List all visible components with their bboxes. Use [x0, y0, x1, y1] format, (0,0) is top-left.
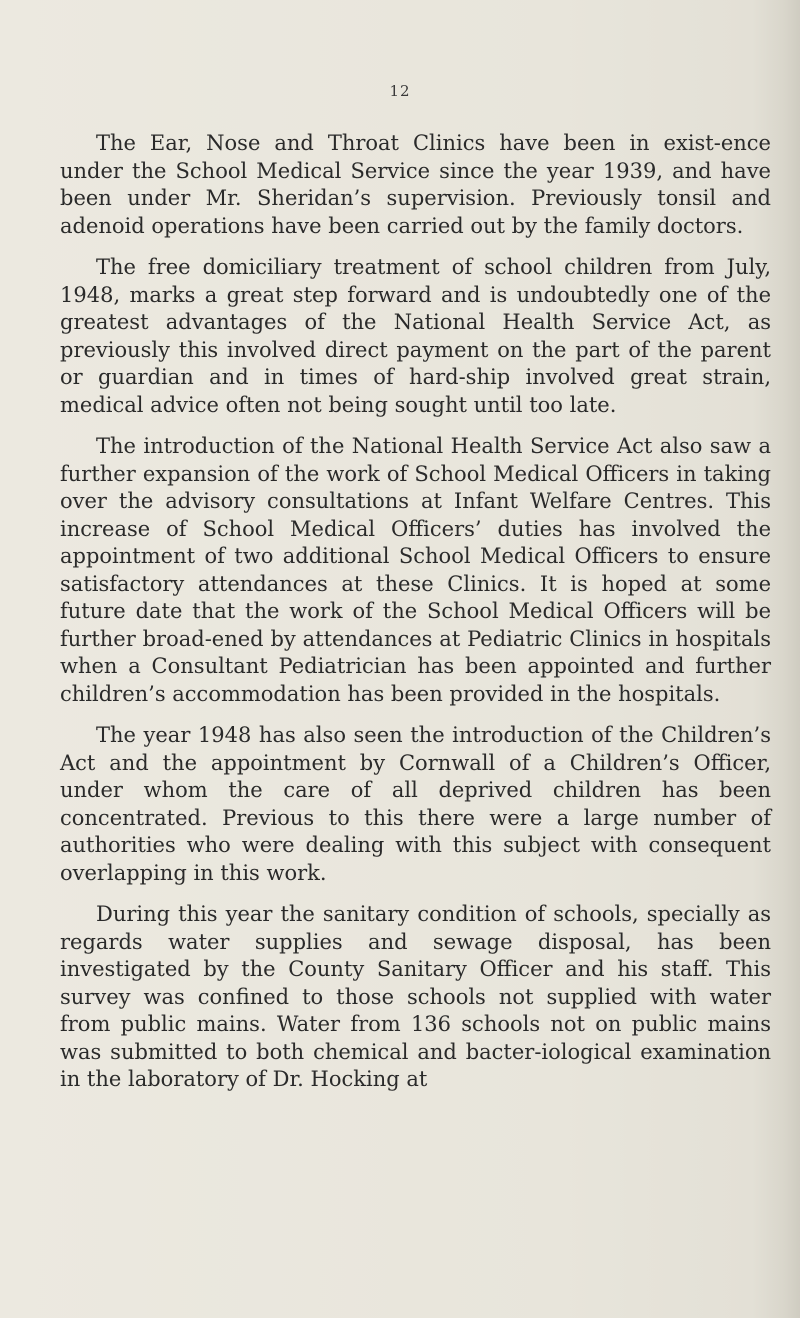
body-text — [60, 130, 771, 1108]
paragraph-ent-clinics: The Ear, Nose and Throat Clinics have been in exist-ence under the School Medical Service since the year 1939, and have been under Mr. Sheridan’s supervision. Previously tonsil and adenoid operations have been carried out by the family doctors. — [60, 131, 771, 238]
paragraph-domiciliary-treatment: The free domiciliary treatment of school children from July, 1948, marks a great step forward and is undoubtedly one of the greatest advantages of the National Health Service Act, as previously this involved direct payment on the part of the parent or guardian and in times of hard-ship involved great strain, medical advice often not being sought until too late. — [60, 255, 771, 417]
paragraph-sanitary-condition: During this year the sanitary condition of schools, specially as regards water supplies and sewage disposal, has been investigated by the County Sanitary Officer and his staff. This survey was confined to those schools not supplied with water from public mains. Water from 136 schools not on public mains was submitted to both chemical and bacter-iological examination in the laboratory of Dr. Hocking at — [60, 902, 771, 1091]
page-number: 12 — [389, 82, 411, 100]
paragraph-childrens-act: The year 1948 has also seen the introduction of the Children’s Act and the appointment by Cornwall of a Children’s Officer, under whom the care of all deprived children has been concentrated. Previous to this there were a large number of authorities who were dealing with this subject with consequent overlapping in this work. — [60, 723, 771, 885]
paragraph-health-service-act: The introduction of the National Health Service Act also saw a further expansion of the work of School Medical Officers in taking over the advisory consultations at Infant Welfare Centres. This increase of School Medical Officers’ duties has involved the appointment of two additional School Medical Officers to ensure satisfactory attendances at these Clinics. It is hoped at some future date that the work of the School Medical Officers will be further broad-ened by attendances at Pediatric Clinics in hospitals when a Consultant Pediatrician has been appointed and further children’s accommodation has been provided in the hospitals. — [60, 434, 771, 706]
